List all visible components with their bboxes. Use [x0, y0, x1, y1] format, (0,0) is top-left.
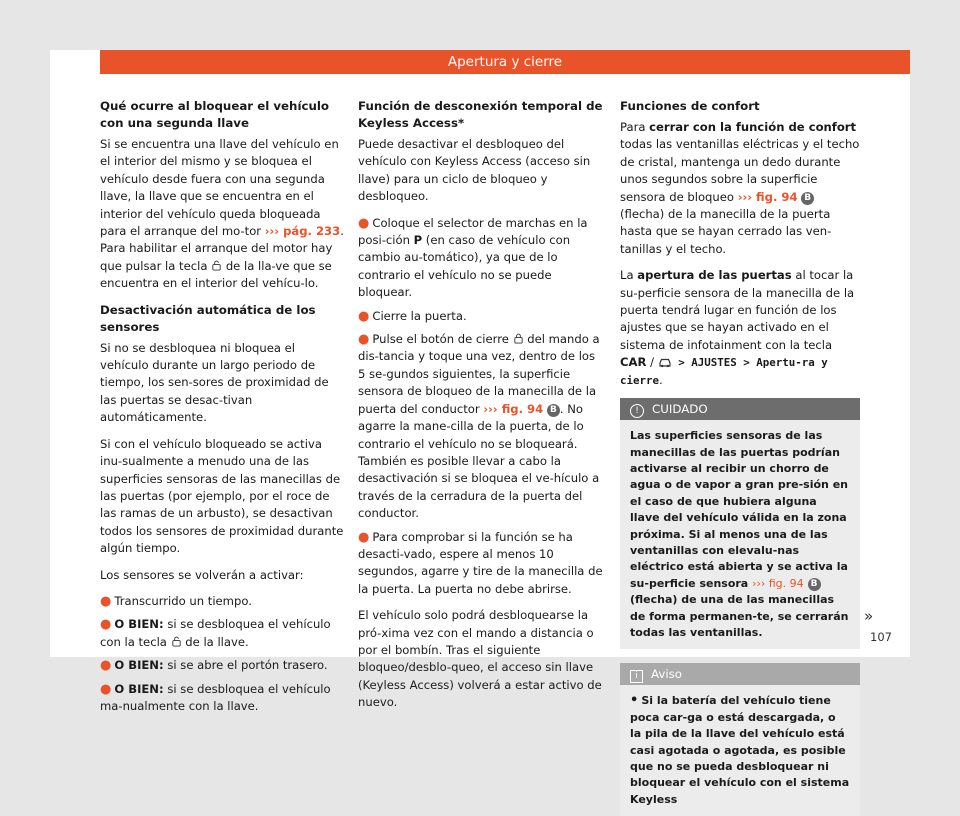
paragraph-second-key: Si se encuentra una llave del vehículo en el interior del mismo y se bloquea el vehículo desde fuera con una segunda llave, la llave que se encuentra en el interior del vehículo queda bloqueada para el arranque del mo-tor ››› pág. 233. Para habilitar el arranque del motor hay que pulsar la tecla de la lla-ve que se encuentra en el interior del vehícu-lo.: [100, 137, 344, 291]
notice-header: i Aviso: [620, 663, 860, 685]
column-right: [620, 98, 860, 816]
list-item: ● O BIEN: si se abre el portón trasero.: [100, 658, 328, 674]
callout-b-badge: B: [547, 404, 560, 417]
page-number: 107: [870, 630, 892, 644]
notice-text: • Si la batería del vehículo tiene poca car-ga o está descargada, o la pila de la llave del vehículo está casi agotada o agotada, es posible que no se pueda desbloquear ni bloquear el vehículo con el sistema Keyless: [630, 693, 850, 806]
lock-icon: [513, 333, 524, 344]
bullet-icon: ●: [100, 593, 112, 609]
list-item: ● Pulse el botón de cierre del mando a dis-tancia y toque una vez, dentro de los 5 se-gundos siguientes, la superficie sensora de bloqueo de la manecilla de la puerta del conductor ››› fig. 94 B . No agarre la mane-cilla de la puerta, de lo contrario el vehículo no se bloqueará. También es posible llevar a cabo la desactivación si se bloquea el ve-hículo a través de la cerradura de la puerta del conductor.: [358, 332, 600, 521]
callout-b-badge: B: [808, 578, 821, 591]
bullet-icon: ●: [358, 332, 370, 348]
car-key-label: CAR: [620, 355, 647, 370]
column-middle: [358, 98, 604, 721]
paragraph-comfort-close: Para cerrar con la función de confort todas las ventanillas eléctricas y el techo de cristal, mantenga un dedo durante unos segundos sobre la superficie sensora de bloqueo ››› fig. 94 B (flecha) de la manecilla de la puerta hasta que se hayan cerrado las ven-tanillas y el techo.: [620, 120, 860, 256]
figure-reference-link[interactable]: ››› fig. 94: [737, 189, 798, 204]
paragraph-keyless: Puede desactivar el desbloqueo del vehículo con Keyless Access (acceso sin llave) para un ciclo de bloqueo y desbloqueo.: [358, 137, 591, 204]
warning-icon: !: [630, 404, 644, 418]
heading-sensor-deactivation: Desactivación automática de los sensores: [100, 302, 316, 334]
paragraph-sensor-1: Si no se desbloquea ni bloquea el vehículo durante un largo periodo de tiempo, los sen-sores de proximidad de las puertas se desac-tivan automáticamente.: [100, 340, 329, 425]
bullet-icon: ●: [358, 308, 370, 324]
list-item: ● Coloque el selector de marchas en la posi-ción P (en caso de vehículo con cambio au-tomático), ya que de lo contrario el vehículo no se puede bloquear.: [358, 215, 588, 300]
paragraph-door-opening: La apertura de las puertas al tocar la su-perficie sensora de la manecilla de la puerta tendrá lugar en función de los ajustes que se hayan activado en el sistema de infotainment con la tecla CAR / > AJUSTES > Apertu-ra y cierre.: [620, 268, 855, 387]
heading-comfort-functions: Funciones de confort: [620, 99, 760, 113]
callout-b-badge: B: [801, 192, 814, 205]
manual-page: [50, 50, 910, 806]
bullet-icon: ●: [100, 658, 112, 674]
unlock-icon: [171, 636, 182, 647]
unlock-icon: [211, 260, 222, 271]
caution-text: Las superficies sensoras de las manecillas de las puertas podrían activarse al recibir un chorro de agua o de vapor a gran pre-sión en el caso de que hubiera alguna llave del vehículo válida en la zona próxima. Si al menos una de las ventanillas con elevalu-nas eléctrico está abierta y se activa la su-perficie sensora ››› fig. 94 B (flecha) de una de las manecillas de forma permanen-te, se cerrarán todas las ventanillas.: [630, 429, 849, 639]
bullet-icon: •: [630, 693, 639, 709]
caution-box: [620, 398, 860, 649]
paragraph-sensor-3: Los sensores se volverán a activar:: [100, 567, 304, 582]
caution-header: ! CUIDADO: [620, 398, 860, 420]
column-left: [100, 98, 346, 721]
bullet-icon: ●: [358, 215, 370, 231]
section-header: Apertura y cierre: [100, 50, 910, 74]
bullet-icon: ●: [100, 617, 112, 633]
list-item: ● O BIEN: si se desbloquea el vehículo con la tecla de la llave.: [100, 617, 331, 649]
heading-second-key: Qué ocurre al bloquear el vehículo con una segunda llave: [100, 99, 330, 130]
info-icon: i: [630, 670, 643, 683]
figure-reference-link[interactable]: ››› fig. 94: [752, 576, 804, 590]
continue-marker: »: [864, 607, 874, 625]
notice-box: [620, 663, 860, 816]
list-item: ● Para comprobar si la función se ha desacti-vado, espere al menos 10 segundos, agarre y tire de la manecilla de la puerta. La puerta no debe abrirse.: [358, 529, 603, 596]
paragraph-sensor-2: Si con el vehículo bloqueado se activa inu-sualmente a menudo una de las superficies sensoras de las manecillas de las puertas (por ejemplo, por el roce de las ramas de un arbusto), se desactivan todos los sensores de proximidad durante algún tiempo.: [100, 436, 344, 556]
car-icon: [658, 357, 672, 368]
heading-keyless-disconnect: Función de desconexión temporal de Keyless Access*: [358, 99, 603, 130]
bullet-icon: ●: [100, 681, 112, 697]
paragraph-keyless-reactivation: El vehículo solo podrá desbloquearse la pró-xima vez con el mando a distancia o por el bombín. Tras el siguiente bloqueo/desblo-queo, el acceso sin llave (Keyless Access) volverá a estar activo de nuevo.: [358, 608, 602, 710]
page-reference-link[interactable]: ››› pág. 233: [264, 224, 341, 239]
figure-reference-link[interactable]: ››› fig. 94: [483, 401, 544, 416]
list-item: ● Transcurrido un tiempo.: [100, 593, 252, 609]
bullet-icon: ●: [358, 529, 370, 545]
menu-path: > AJUSTES > Apertu-ra y cierre: [620, 356, 828, 387]
list-item: ● Cierre la puerta.: [358, 308, 467, 324]
list-item: ● O BIEN: si se desbloquea el vehículo ma-nualmente con la llave.: [100, 681, 331, 713]
